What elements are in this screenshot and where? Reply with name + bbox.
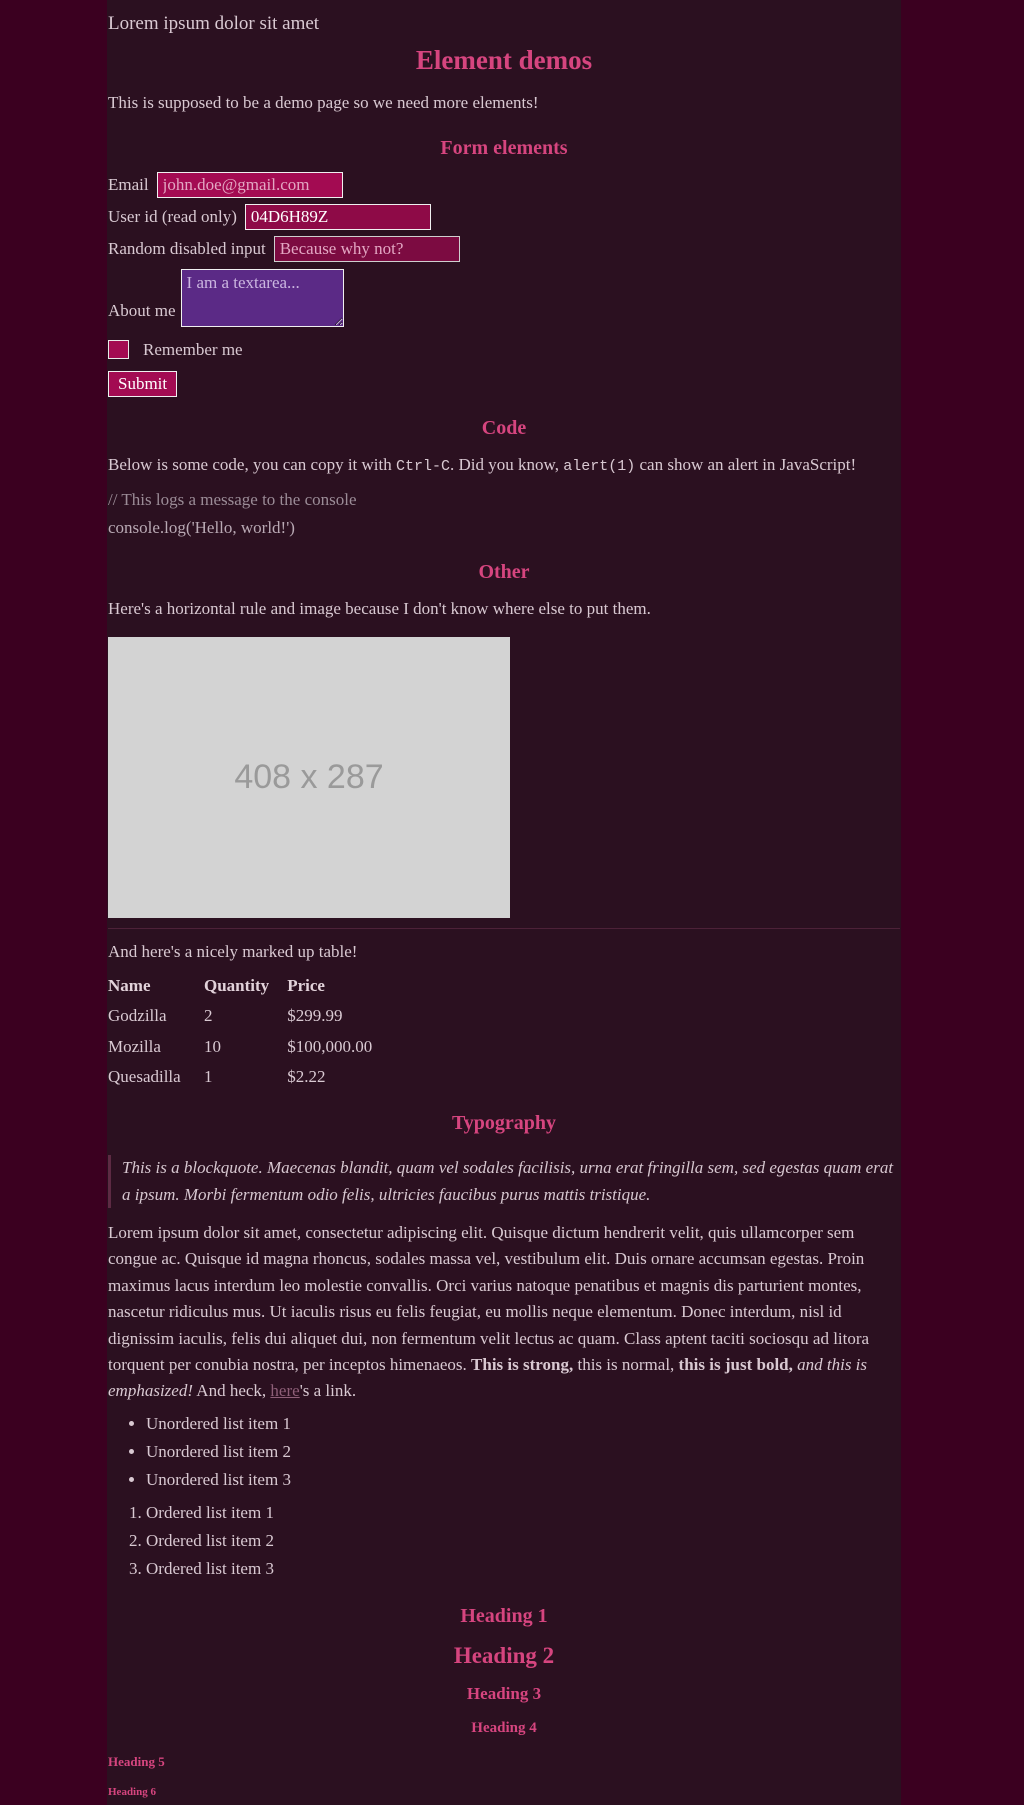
other-description: Here's a horizontal rule and image because I don't know where else to put them. <box>108 599 651 619</box>
placeholder-image: 408 x 287 <box>108 637 510 918</box>
cell-name: Quesadilla <box>108 1067 181 1087</box>
userid-row <box>108 204 900 230</box>
page-title: Element demos <box>415 45 593 76</box>
list-item: 2. Ordered list item 2 <box>146 1528 900 1554</box>
inline-code: alert(1) <box>563 458 636 476</box>
table-header-row <box>108 971 390 1001</box>
email-field[interactable] <box>157 172 343 198</box>
column-header-price: Price <box>287 976 325 996</box>
userid-field[interactable] <box>245 204 431 230</box>
intro-text: This is supposed to be a demo page so we need more elements! <box>108 93 539 113</box>
demo-heading-3: Heading 3 <box>466 1684 542 1704</box>
userid-label: User id (read only) <box>108 206 237 226</box>
section-heading-form: Form elements <box>440 136 568 159</box>
column-header-name: Name <box>108 976 151 996</box>
cell-name: Mozilla <box>108 1036 161 1056</box>
page-container <box>107 0 901 1805</box>
submit-button[interactable]: Submit <box>108 371 177 397</box>
remember-row <box>108 337 900 363</box>
list-item: • Unordered list item 2 <box>146 1439 900 1465</box>
list-item: • Unordered list item 1 <box>146 1411 900 1437</box>
remember-checkbox[interactable] <box>108 340 129 359</box>
demo-heading-6: Heading 6 <box>108 1785 156 1798</box>
code-line-comment: // This logs a message to the console <box>108 489 357 509</box>
emphasized-text: and this is emphasized! <box>108 1354 868 1401</box>
section-heading-code: Code <box>481 417 527 440</box>
cell-name: Godzilla <box>108 1006 167 1026</box>
cell-price: $2.22 <box>287 1067 326 1087</box>
demo-heading-5: Heading 5 <box>108 1753 165 1769</box>
code-text-middle: . Did you know, <box>450 455 564 475</box>
disabled-input-label: Random disabled input <box>108 239 266 259</box>
ordered-list <box>108 1500 900 1583</box>
blockquote: This is a blockquote. Maecenas blandit, quam vel sodales facilisis, urna erat fringilla sem, sed egestas quam erat a ipsum. Morbi fermentum odio felis, ultricies faucibus purus mattis tristique. <box>108 1155 900 1208</box>
column-header-quantity: Quantity <box>204 976 270 996</box>
disabled-field <box>274 236 460 262</box>
link-text-after: 's a link. <box>299 1381 357 1401</box>
section-heading-other: Other <box>478 561 530 584</box>
code-line-log: console.log('Hello, world!') <box>108 518 295 538</box>
demo-link[interactable]: here <box>270 1381 300 1401</box>
cell-quantity: 10 <box>204 1036 221 1056</box>
table-row <box>108 1032 390 1062</box>
about-textarea[interactable] <box>181 269 344 327</box>
code-block <box>108 487 900 542</box>
code-description <box>108 452 900 478</box>
bold-text: this is just bold, <box>678 1354 793 1374</box>
code-text-before: Below is some code, you can copy it with <box>108 455 397 475</box>
products-table <box>108 971 390 1092</box>
list-item: 1. Ordered list item 1 <box>146 1500 900 1526</box>
code-text-after: can show an alert in JavaScript! <box>635 455 857 475</box>
cell-price: $100,000.00 <box>287 1036 373 1056</box>
about-label: About me <box>108 301 176 321</box>
table-row <box>108 1001 390 1031</box>
list-item: 3. Ordered list item 3 <box>146 1556 900 1582</box>
paragraph-body: Lorem ipsum dolor sit amet, consectetur adipiscing elit. Quisque dictum hendrerit velit, quis ullamcorper sem congue ac. Quisque id magna rhoncus, sodales massa vel, vestibulum elit. Duis ornare accumsan egestas. Proin maximus lacus interdum leo molestie convallis. Orci varius natoque penatibus et magnis dis parturient montes, nascetur ridiculus mus. Ut iaculis risus eu felis feugiat, eu mollis neque elementum. Donec interdum, nisl id dignissim iaculis, felis dui aliquet dui, non fermentum velit lectus ac quam. Class aptent taciti sociosqu ad litora torquent per conubia nostra, per inceptos himenaeos. <box>108 1223 870 1374</box>
demo-heading-1: Heading 1 <box>460 1604 548 1627</box>
link-text-before: And heck, <box>192 1381 271 1401</box>
page-subtitle: Lorem ipsum dolor sit amet <box>108 13 320 34</box>
cell-quantity: 2 <box>204 1006 213 1026</box>
about-row <box>108 269 900 327</box>
demo-heading-2: Heading 2 <box>453 1642 555 1668</box>
email-row <box>108 172 900 198</box>
cell-quantity: 1 <box>204 1067 213 1087</box>
unordered-list <box>108 1411 900 1494</box>
email-label: Email <box>108 174 149 194</box>
disabled-input-row <box>108 236 900 262</box>
table-row <box>108 1062 390 1092</box>
table-intro: And here's a nicely marked up table! <box>108 941 358 961</box>
kbd-shortcut: Ctrl-C <box>396 458 451 476</box>
section-heading-typography: Typography <box>451 1112 557 1135</box>
list-item: • Unordered list item 3 <box>146 1467 900 1493</box>
remember-label: Remember me <box>143 339 243 359</box>
demo-heading-4: Heading 4 <box>471 1719 537 1736</box>
normal-text: this is normal, <box>573 1354 679 1374</box>
cell-price: $299.99 <box>287 1006 343 1026</box>
horizontal-rule <box>108 928 900 929</box>
strong-text: This is strong, <box>471 1354 574 1374</box>
image-wrap <box>108 637 900 918</box>
lorem-paragraph <box>108 1220 900 1404</box>
